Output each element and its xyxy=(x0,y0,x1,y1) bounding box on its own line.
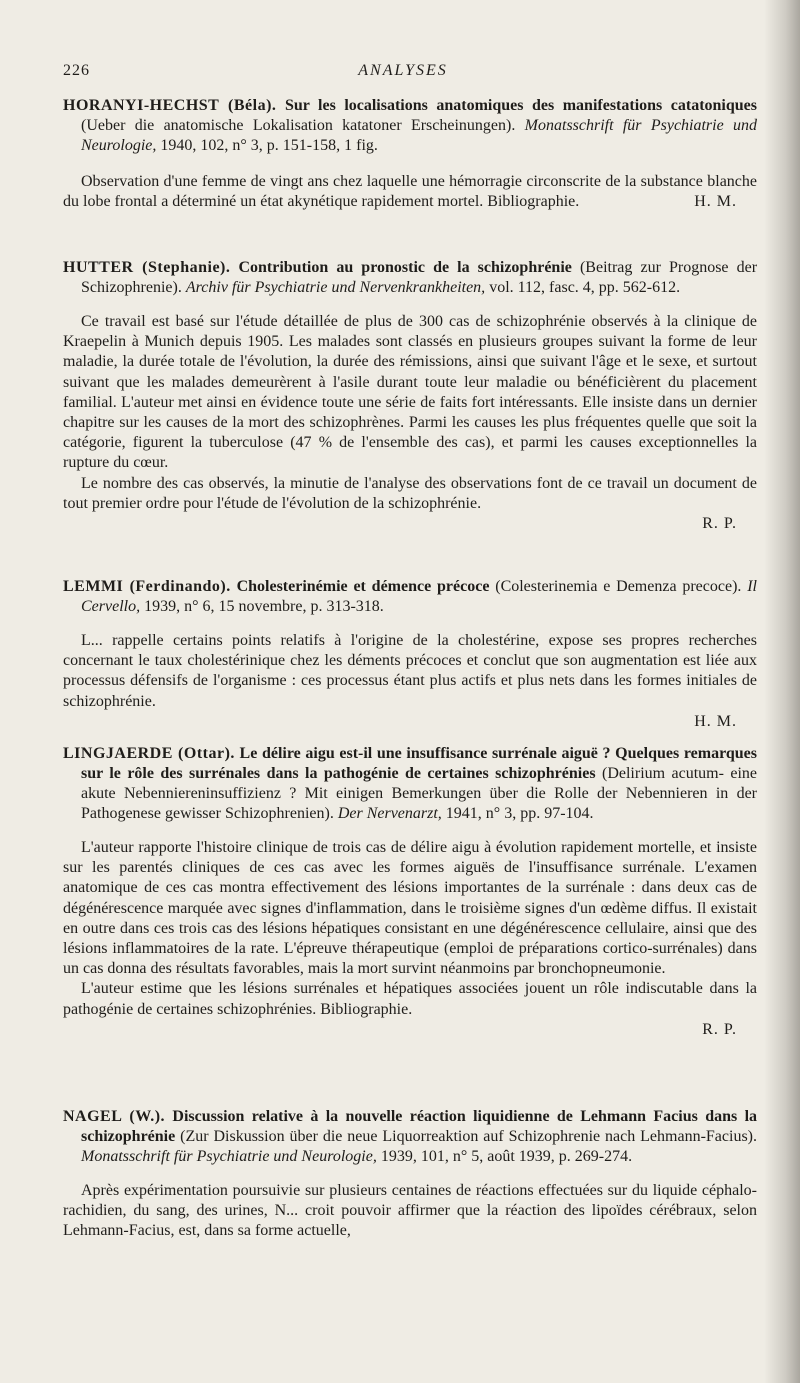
review-paragraph: L'auteur estime que les lésions surrénales et hépatiques associées jouent un rôle indiscutable dans la pathogénie de certaines schizophrénies. Bibliographie. xyxy=(63,980,757,1018)
section-title: ANALYSES xyxy=(358,62,448,79)
original-title: (Zur Diskussion über die neue Liquorreaktion auf Schizophrenie nach Lehmann-Facius). xyxy=(180,1128,757,1145)
reviewer-signature: H. M. xyxy=(694,193,737,211)
citation xyxy=(63,258,757,298)
reference: vol. 112, fasc. 4, pp. 562-612. xyxy=(489,279,681,296)
reviewer-signature: R. P. xyxy=(702,515,737,533)
journal-name: Il Cervello, xyxy=(81,578,757,615)
reference: 1939, 101, n° 5, août 1939, p. 269-274. xyxy=(380,1148,633,1165)
running-head xyxy=(63,62,743,84)
citation xyxy=(63,1107,757,1167)
citation xyxy=(63,577,757,617)
author: LEMMI (Ferdinando). xyxy=(63,578,231,595)
original-title: (Beitrag zur Prognose der Schizophrenie). xyxy=(81,259,758,296)
citation xyxy=(63,744,757,824)
original-title: (Colesterinemia e Demenza precoce). xyxy=(495,578,742,595)
author: HORANYI-HECHST (Béla). xyxy=(63,97,277,114)
author: LINGJAERDE (Ottar). xyxy=(63,745,235,762)
article-title: Cholesterinémie et démence précoce xyxy=(236,578,490,595)
page-number: 226 xyxy=(63,62,90,79)
review-paragraph: L... rappelle certains points relatifs à l'origine de la cholestérine, expose ses propres recherches concernant le taux cholestérinique chez les déments précoces et conclut que son augmentation est liée aux processus défensifs de l'organisme : ces processus étant plus actifs et plus nets dans les formes initiales de schizophrénie. xyxy=(63,632,757,710)
review-entry-nagel xyxy=(63,1107,757,1242)
author: NAGEL (W.). xyxy=(63,1108,166,1125)
original-title: (Ueber die anatomische Lokalisation katatoner Erscheinungen). xyxy=(81,117,516,134)
journal-name: Archiv für Psychiatrie und Nervenkrankheiten, xyxy=(185,279,486,296)
review-entry-hutter xyxy=(63,258,757,534)
review-entry-horanyi-hechst xyxy=(63,96,757,212)
reviewer-signature: H. M. xyxy=(694,712,737,730)
reference: 1940, 102, n° 3, p. 151-158, 1 fig. xyxy=(160,137,378,154)
reviewer-signature: R. P. xyxy=(702,1020,737,1038)
review-entry-lingjaerde xyxy=(63,744,757,1040)
review-paragraph: Le nombre des cas observés, la minutie de l'analyse des observations font de ce travail un document de tout premier ordre pour l'étude de l'évolution de la schizophrénie. xyxy=(63,474,757,512)
review-paragraph: L'auteur rapporte l'histoire clinique de trois cas de délire aigu à évolution rapidement mortelle, et insiste sur les parentés cliniques de ces cas avec les formes aiguës de l'insuffisance surrénale. L'examen anatomique de ces cas montra effectivement des lésions importantes de la surrénale : dans deux cas de dégénérescence marquée avec signes d'inflammation, dans le troisième signes d'un œdème diffus. Il existait en outre dans ces trois cas des lésions hépatiques consistant en une dégénérescence cellulaire, ainsi que des lésions inflammatoires de la rate. L'épreuve thérapeutique (emploi de préparations cortico-surrénales) dans un cas donna des résultats favorables, mais la mort survint néanmoins par bronchopneumonie. xyxy=(63,839,757,978)
reference: 1941, n° 3, pp. 97-104. xyxy=(445,805,594,822)
citation xyxy=(63,96,757,156)
page-edge-shadow xyxy=(764,0,800,1383)
article-title: Le délire aigu est-il une insuffisance surrénale aiguë ? Quelques remarques sur le rôle des surrénales dans la pathogénie de certaines schizophrénies xyxy=(81,745,758,782)
article-title: Contribution au pronostic de la schizophrénie xyxy=(238,259,572,276)
original-title: (Delirium acutum- eine akute Nebenniereninsuffizienz ? Mit einigen Bemerkungen über die Rolle der Nebennieren in der Pathogenese gewisser Schizophrenien). xyxy=(81,765,757,822)
journal-name: Der Nervenarzt, xyxy=(337,805,442,822)
review-entry-lemmi xyxy=(63,577,757,732)
reference: 1939, n° 6, 15 novembre, p. 313-318. xyxy=(144,598,384,615)
journal-name: Monatsschrift für Psychiatrie und Neurologie, xyxy=(81,117,758,154)
article-title: Discussion relative à la nouvelle réaction liquidienne de Lehmann Facius dans la schizophrénie xyxy=(81,1108,758,1145)
review-paragraph: Ce travail est basé sur l'étude détaillée de plus de 300 cas de schizophrénie observés à la clinique de Kraepelin à Munich depuis 1905. Les malades sont classés en plusieurs groupes suivant la forme de leur maladie, la durée totale de l'évolution, la durée des rémissions, ainsi que suivant l'âge et le sexe, et surtout suivant que les malades demeurèrent à l'asile durant toute leur maladie ou bénéficièrent du placement familial. L'auteur met ainsi en évidence toute une série de faits fort intéressants. Elle insiste dans un dernier chapitre sur les causes de la mort des schizophrènes. Parmi les causes les plus fréquentes quelle que soit la catégorie, figurent la tuberculose (47 % de l'ensemble des cas), et parmi les causes exceptionnelles la rupture du cœur. xyxy=(63,313,757,472)
article-title: Sur les localisations anatomiques des manifestations catatoniques xyxy=(284,97,758,114)
review-paragraph: Observation d'une femme de vingt ans chez laquelle une hémorragie circonscrite de la substance blanche du lobe frontal a déterminé un état akynétique rapidement mortel. Bibliographie. xyxy=(63,173,757,211)
author: HUTTER (Stephanie). xyxy=(63,259,231,276)
journal-name: Monatsschrift für Psychiatrie und Neurologie, xyxy=(81,1148,377,1165)
review-paragraph: Après expérimentation poursuivie sur plusieurs centaines de réactions effectuées sur du liquide céphalo-rachidien, du sang, des urines, N... croit pouvoir affirmer que la réaction des lipoïdes cérébraux, selon Lehmann-Facius, est, dans sa forme actuelle, xyxy=(63,1182,757,1240)
